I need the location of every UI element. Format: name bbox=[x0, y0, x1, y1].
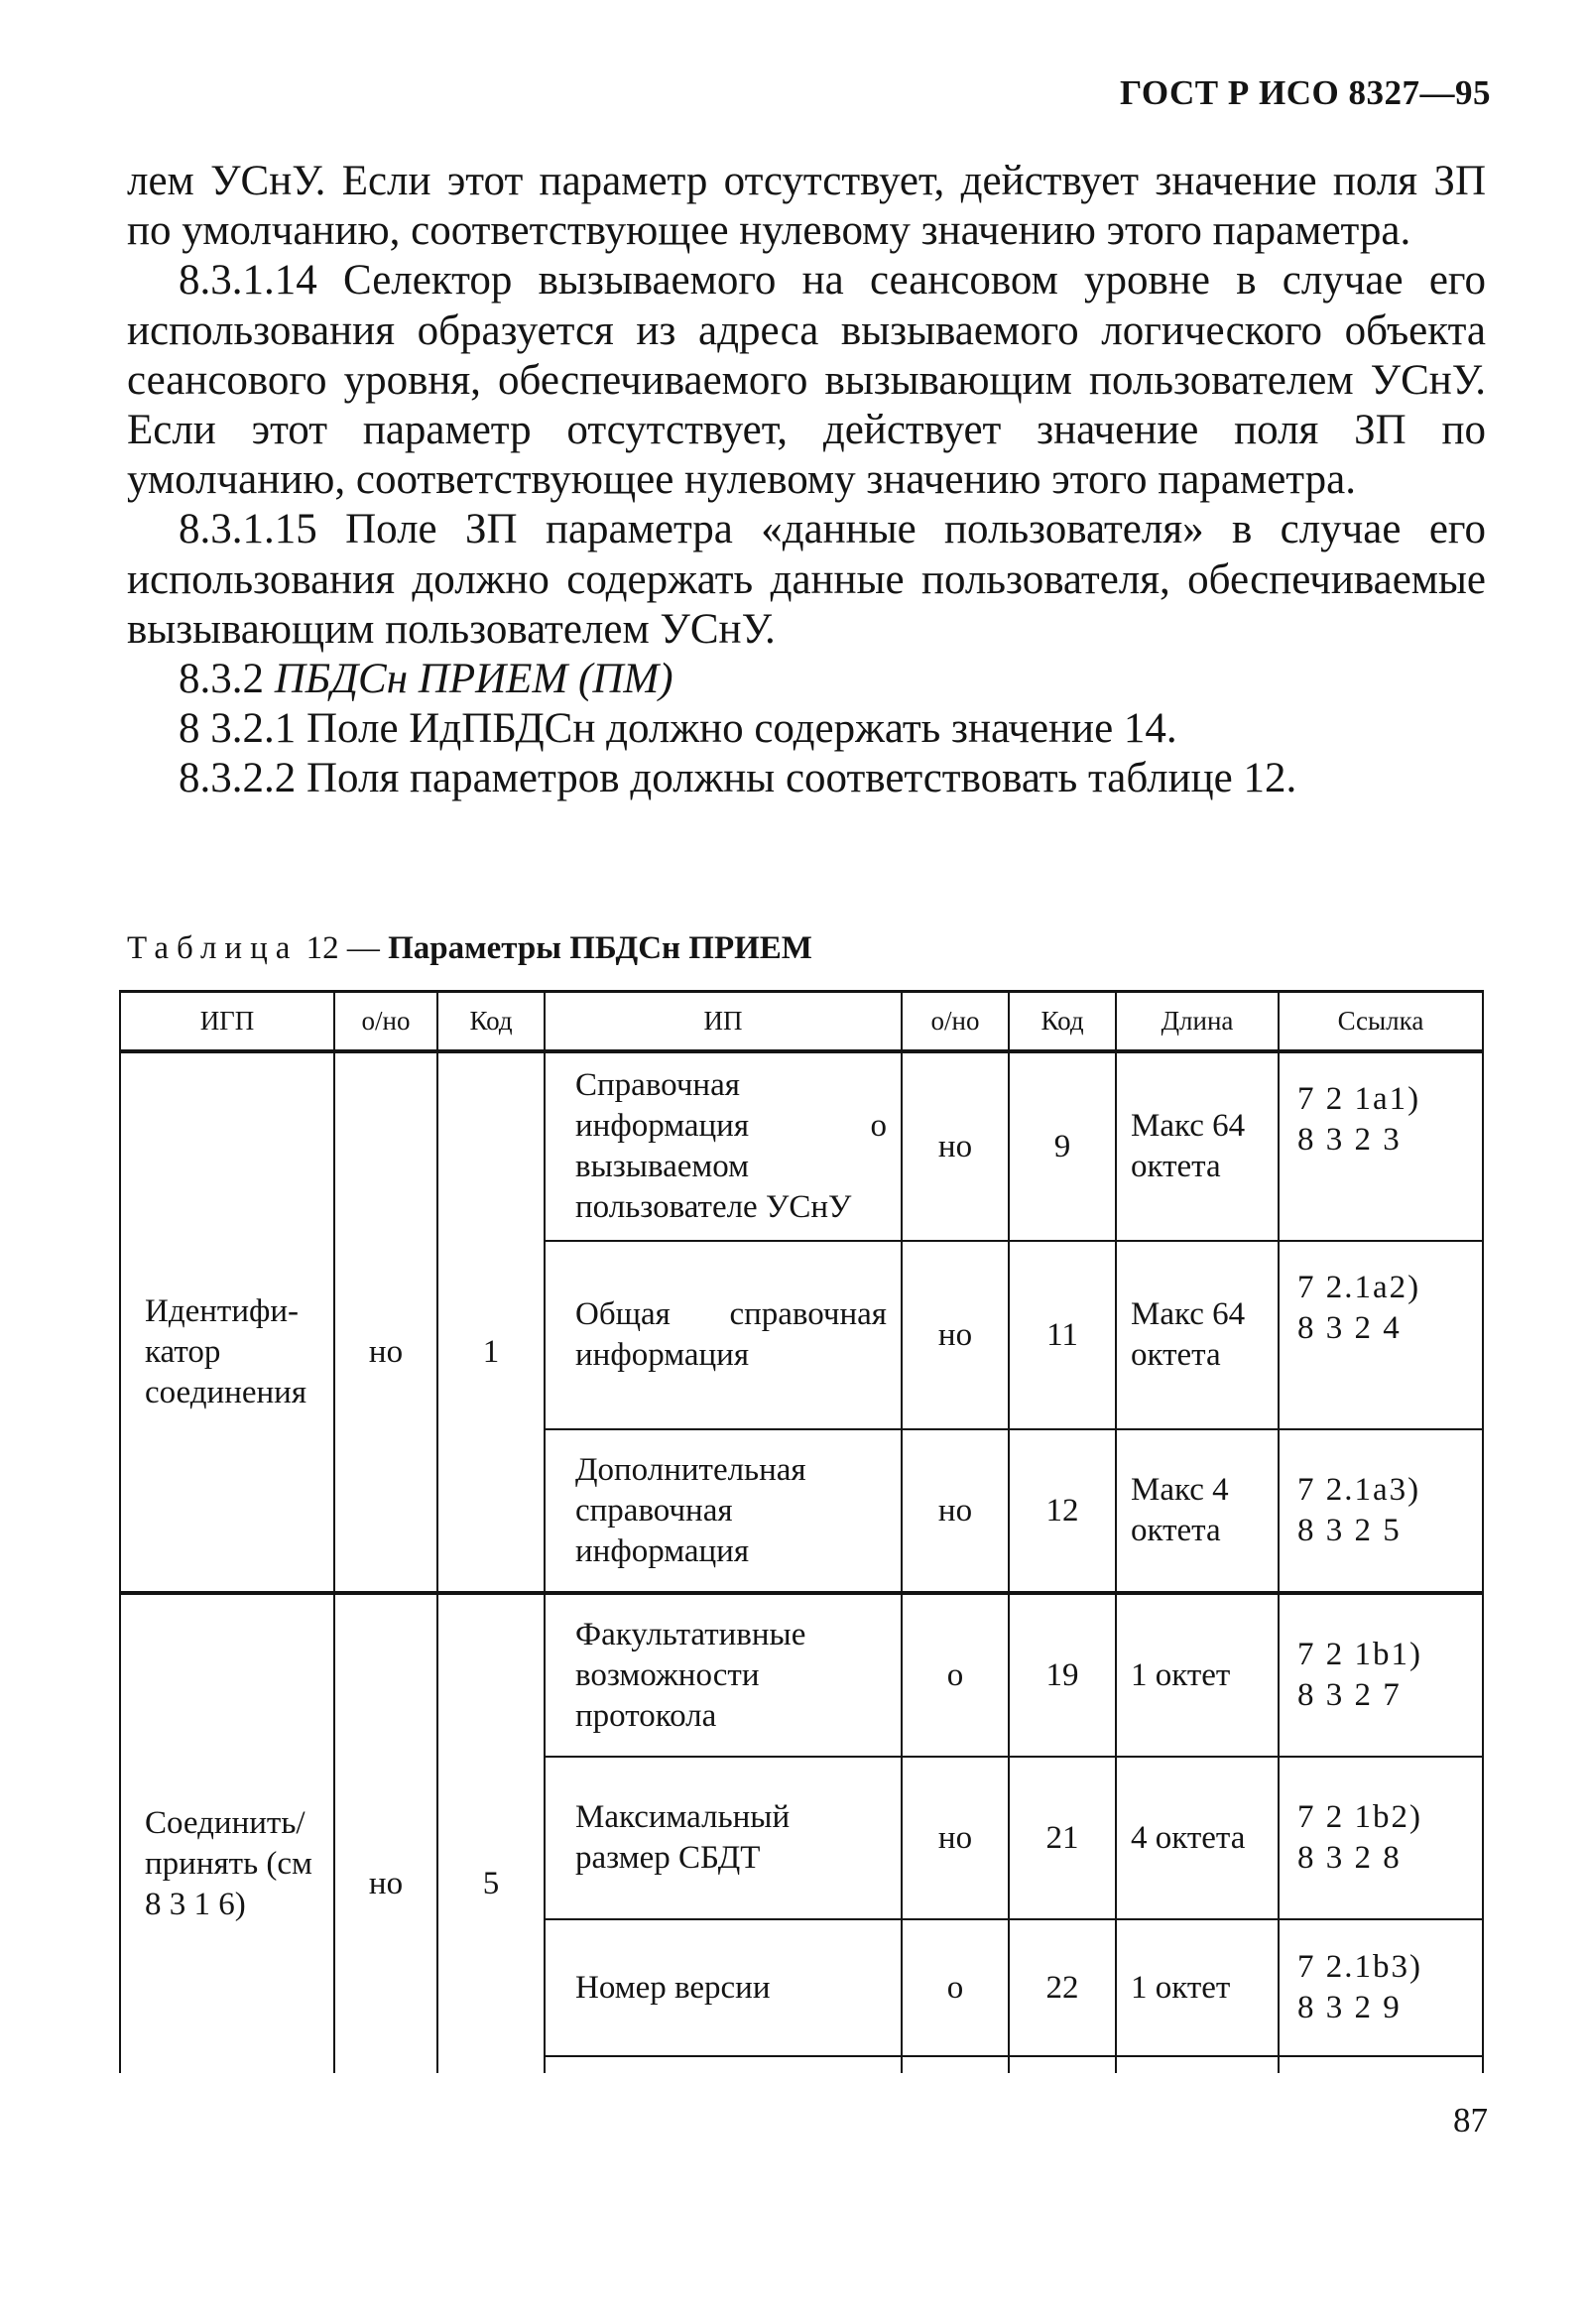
header-ip: ИП bbox=[545, 992, 902, 1052]
param-reference: 7 2.1a2) 8 3 2 4 bbox=[1279, 1241, 1483, 1429]
body-text bbox=[127, 157, 1486, 804]
table-caption-number: 12 bbox=[306, 930, 339, 966]
clause-number: 8.3.2.2 bbox=[179, 755, 297, 802]
param-name: Факультативные возможности протокола bbox=[545, 1593, 902, 1757]
param-code: 22 bbox=[1009, 1919, 1116, 2056]
param-onno: но bbox=[902, 1051, 1009, 1241]
document-header: ГОСТ Р ИСО 8327—95 bbox=[1119, 73, 1491, 112]
param-name: Общая справочная информация bbox=[545, 1241, 902, 1429]
param-length: 4 октета bbox=[1116, 1757, 1279, 1919]
param-length: 1 октет bbox=[1116, 1919, 1279, 2056]
header-ip-code: Код bbox=[1009, 992, 1116, 1052]
group-igp: Соединить/принять (см 8 3 1 6) bbox=[120, 1593, 334, 2073]
paragraph-8-3-2-1: 8 3.2.1 Поле ИдПБДСн должно содержать значение 14. bbox=[179, 705, 1177, 753]
param-reference: 7 2 1b2) 8 3 2 8 bbox=[1279, 1757, 1483, 1919]
continuation-cell bbox=[545, 2056, 902, 2073]
clause-number: 8.3.2 bbox=[179, 656, 264, 703]
clause-number: 8 3.2.1 bbox=[179, 705, 297, 753]
param-onno: о bbox=[902, 1593, 1009, 1757]
param-onno: но bbox=[902, 1429, 1009, 1593]
param-onno: но bbox=[902, 1241, 1009, 1429]
group-code: 5 bbox=[437, 1593, 545, 2073]
param-reference: 7 2 1b1) 8 3 2 7 bbox=[1279, 1593, 1483, 1757]
table-caption bbox=[127, 930, 812, 967]
param-name: Справочная информация о вызываемом пользователе УСнУ bbox=[545, 1051, 902, 1241]
continuation-cell bbox=[1009, 2056, 1116, 2073]
parameters-table bbox=[119, 990, 1484, 2073]
clause-number: 8.3.1.14 bbox=[179, 257, 317, 305]
section-heading-8-3-2 bbox=[127, 655, 1486, 704]
table-row bbox=[120, 1051, 1483, 1241]
param-length: Макс 4 октета bbox=[1116, 1429, 1279, 1593]
continuation-cell bbox=[1116, 2056, 1279, 2073]
header-code: Код bbox=[437, 992, 545, 1052]
group-code: 1 bbox=[437, 1051, 545, 1593]
param-code: 19 bbox=[1009, 1593, 1116, 1757]
group-onno: но bbox=[334, 1051, 437, 1593]
param-onno: но bbox=[902, 1757, 1009, 1919]
param-name: Максимальный размер СБДТ bbox=[545, 1757, 902, 1919]
param-name: Номер версии bbox=[545, 1919, 902, 2056]
header-length: Длина bbox=[1116, 992, 1279, 1052]
header-onno: о/но bbox=[334, 992, 437, 1052]
param-reference: 7 2 1a1) 8 3 2 3 bbox=[1279, 1051, 1483, 1241]
param-length: 1 октет bbox=[1116, 1593, 1279, 1757]
table-header-row bbox=[120, 992, 1483, 1052]
group-igp: Идентифи-катор соединения bbox=[120, 1051, 334, 1593]
param-code: 9 bbox=[1009, 1051, 1116, 1241]
header-ip-onno: о/но bbox=[902, 992, 1009, 1052]
paragraph-continuation: лем УСнУ. Если этот параметр отсутствует, действует значение поля ЗП по умолчанию, соответствующее нулевому значению этого параметра. bbox=[127, 158, 1486, 255]
table-caption-dash: — bbox=[338, 930, 389, 966]
param-reference: 7 2.1a3) 8 3 2 5 bbox=[1279, 1429, 1483, 1593]
param-length: Макс 64 октета bbox=[1116, 1241, 1279, 1429]
continuation-cell bbox=[902, 2056, 1009, 2073]
param-code: 21 bbox=[1009, 1757, 1116, 1919]
param-name: Дополнительная справочная информация bbox=[545, 1429, 902, 1593]
section-heading-title: ПБДСн ПРИЕМ (ПМ) bbox=[274, 656, 673, 703]
param-reference: 7 2.1b3) 8 3 2 9 bbox=[1279, 1919, 1483, 2056]
clause-number: 8.3.1.15 bbox=[179, 506, 317, 553]
header-igp: ИГП bbox=[120, 992, 334, 1052]
param-length: Макс 64 октета bbox=[1116, 1051, 1279, 1241]
paragraph-8-3-1-15: 8.3.1.15 Поле ЗП параметра «данные пользователя» в случае его использования должно содержать данные пользователя, обеспечиваемые вызывающим пользователем УСнУ. bbox=[127, 506, 1486, 653]
param-code: 12 bbox=[1009, 1429, 1116, 1593]
header-reference: Ссылка bbox=[1279, 992, 1483, 1052]
group-onno: но bbox=[334, 1593, 437, 2073]
paragraph-8-3-2-2: 8.3.2.2 Поля параметров должны соответствовать таблице 12. bbox=[179, 755, 1297, 802]
table-caption-label: Таблица bbox=[127, 930, 299, 966]
table-caption-title: Параметры ПБДСн ПРИЕМ bbox=[388, 930, 812, 966]
param-onno: о bbox=[902, 1919, 1009, 2056]
continuation-cell bbox=[1279, 2056, 1483, 2073]
table-row bbox=[120, 1593, 1483, 1757]
param-code: 11 bbox=[1009, 1241, 1116, 1429]
page-number: 87 bbox=[1453, 2101, 1488, 2140]
paragraph-8-3-1-14: 8.3.1.14 Селектор вызываемого на сеансовом уровне в случае его использования образуется из адреса вызываемого логического объекта сеансового уровня, обеспечиваемого вызывающим пользователем УСнУ. Если этот параметр отсутствует, действует значение поля ЗП по умолчанию, соответствующее нулевому значению этого параметра. bbox=[127, 257, 1486, 504]
